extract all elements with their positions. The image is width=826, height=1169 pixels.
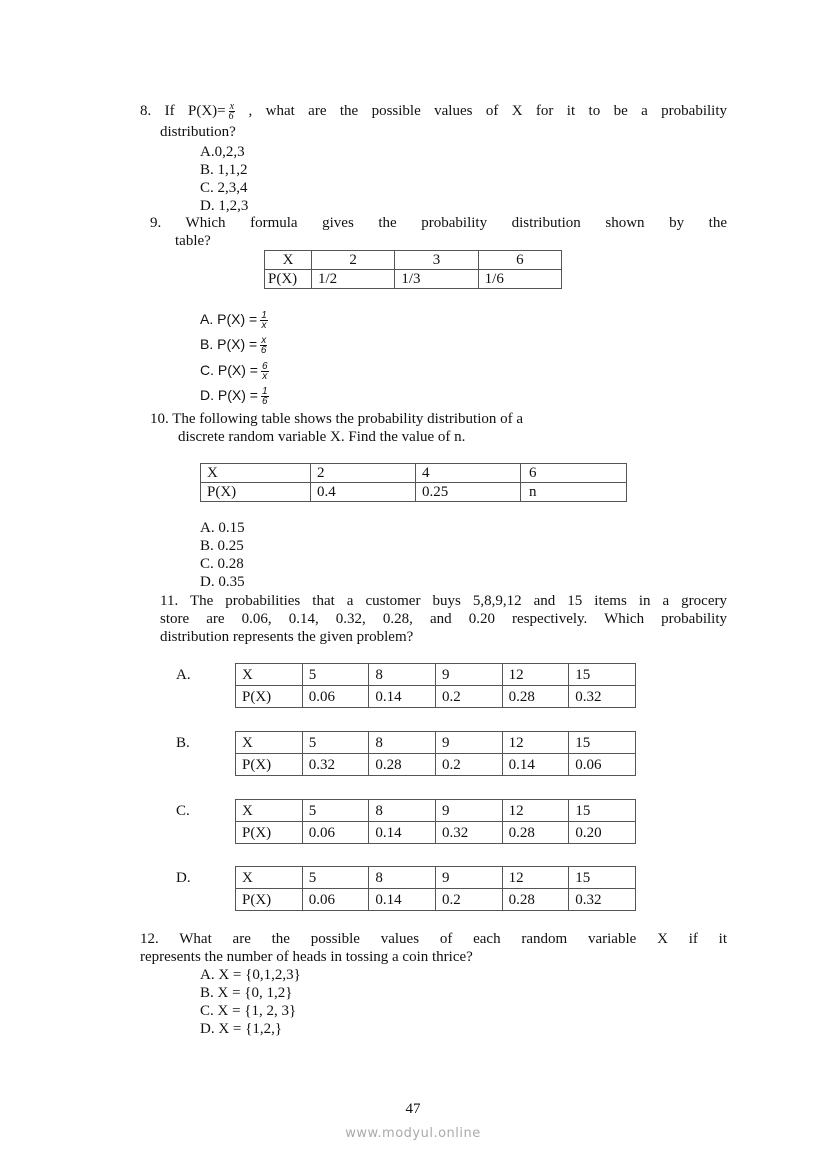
q11-choice-d-label: D. bbox=[176, 870, 191, 886]
q11-line3: distribution represents the given problem? bbox=[160, 629, 414, 645]
q10-line1: 10. The following table shows the probability distribution of a bbox=[150, 411, 524, 427]
table-cell: 15 bbox=[569, 732, 636, 754]
table-cell: 0.14 bbox=[369, 822, 436, 844]
table-cell: 3 bbox=[395, 251, 478, 270]
table-cell: 8 bbox=[369, 800, 436, 822]
table-row bbox=[236, 889, 636, 911]
q9-line2: table? bbox=[175, 233, 211, 249]
table-cell: 9 bbox=[436, 800, 503, 822]
table-cell: 0.4 bbox=[311, 483, 416, 502]
table-cell: 6 bbox=[478, 251, 561, 270]
table-cell: 0.06 bbox=[569, 754, 636, 776]
q8-line2: distribution? bbox=[160, 124, 236, 140]
table-cell: P(X) bbox=[236, 822, 303, 844]
option-label: C. P(X) = bbox=[200, 362, 258, 378]
q10-table bbox=[200, 463, 627, 502]
table-cell: 0.28 bbox=[502, 889, 569, 911]
q8-option-d: D. 1,2,3 bbox=[200, 198, 249, 214]
q8-option-c: C. 2,3,4 bbox=[200, 180, 248, 196]
option-label: B. P(X) = bbox=[200, 336, 258, 352]
table-cell: 1/3 bbox=[395, 270, 478, 289]
q12-line2: represents the number of heads in tossing a coin thrice? bbox=[140, 949, 473, 965]
q8-lead: 8. If P(X)= bbox=[140, 103, 226, 119]
table-row bbox=[236, 867, 636, 889]
q11-choice-b-table bbox=[235, 731, 636, 776]
q8-line1 bbox=[140, 102, 727, 121]
frac-den: x bbox=[262, 370, 268, 382]
q10-option-b: B. 0.25 bbox=[200, 538, 244, 554]
q10-option-c: C. 0.28 bbox=[200, 556, 244, 572]
q8-option-a: A.0,2,3 bbox=[200, 144, 245, 160]
frac-den: 6 bbox=[228, 111, 234, 123]
table-cell: 0.32 bbox=[569, 889, 636, 911]
frac-den: 6 bbox=[261, 395, 268, 407]
page-number: 47 bbox=[405, 1101, 421, 1117]
table-cell: 15 bbox=[569, 867, 636, 889]
option-fraction bbox=[260, 311, 268, 330]
q9-option-a bbox=[200, 310, 268, 330]
table-cell: 0.2 bbox=[436, 754, 503, 776]
table-cell: X bbox=[236, 867, 303, 889]
frac-num: x bbox=[229, 101, 235, 113]
q9-option-d bbox=[200, 386, 269, 406]
table-row bbox=[236, 822, 636, 844]
table-cell: 1/6 bbox=[478, 270, 561, 289]
table-cell: 5 bbox=[302, 732, 369, 754]
table-cell: 0.28 bbox=[369, 754, 436, 776]
table-cell: 0.2 bbox=[436, 889, 503, 911]
option-fraction bbox=[261, 362, 269, 381]
q11-choice-b-label: B. bbox=[176, 735, 190, 751]
table-cell: 0.32 bbox=[436, 822, 503, 844]
table-cell: 2 bbox=[312, 251, 395, 270]
q11-line1: 11. The probabilities that a customer buys 5,8,9,12 and 15 items in a grocery bbox=[160, 593, 727, 609]
table-cell: 5 bbox=[302, 867, 369, 889]
table-cell: 9 bbox=[436, 867, 503, 889]
table-cell: 1/2 bbox=[312, 270, 395, 289]
table-cell: 0.14 bbox=[369, 889, 436, 911]
q10-line2: discrete random variable X. Find the value of n. bbox=[178, 429, 466, 445]
q10-option-a: A. 0.15 bbox=[200, 520, 245, 536]
q12-line1: 12. What are the possible values of each random variable X if it bbox=[140, 931, 727, 947]
table-cell: 2 bbox=[311, 464, 416, 483]
table-cell: 6 bbox=[521, 464, 627, 483]
table-cell: 15 bbox=[569, 664, 636, 686]
option-fraction bbox=[261, 387, 269, 406]
q12-option-d: D. X = {1,2,} bbox=[200, 1021, 283, 1037]
table-cell: X bbox=[236, 800, 303, 822]
q11-choice-c-table bbox=[235, 799, 636, 844]
q9-line1: 9. Which formula gives the probability distribution shown by the bbox=[150, 215, 727, 231]
table-cell: 5 bbox=[302, 664, 369, 686]
table-cell: X bbox=[236, 664, 303, 686]
table-row bbox=[236, 664, 636, 686]
table-row bbox=[236, 686, 636, 708]
table-cell: 0.14 bbox=[502, 754, 569, 776]
table-cell: X bbox=[236, 732, 303, 754]
table-cell: 8 bbox=[369, 732, 436, 754]
table-cell: 0.32 bbox=[569, 686, 636, 708]
option-label: A. P(X) = bbox=[200, 311, 258, 327]
q11-choice-a-table bbox=[235, 663, 636, 708]
q11-choice-d-table bbox=[235, 866, 636, 911]
frac-num: 6 bbox=[261, 360, 268, 372]
table-cell: P(X) bbox=[236, 754, 303, 776]
frac-num: 1 bbox=[261, 309, 267, 321]
table-cell: 0.32 bbox=[302, 754, 369, 776]
table-cell: 0.20 bbox=[569, 822, 636, 844]
q12-option-b: B. X = {0, 1,2} bbox=[200, 985, 293, 1001]
q11-line2: store are 0.06, 0.14, 0.32, 0.28, and 0.20 respectively. Which probability bbox=[160, 611, 727, 627]
table-cell: 0.06 bbox=[302, 889, 369, 911]
q12-option-a: A. X = {0,1,2,3} bbox=[200, 967, 301, 983]
table-cell: 12 bbox=[502, 800, 569, 822]
table-row bbox=[201, 483, 627, 502]
frac-num: x bbox=[261, 334, 267, 346]
table-cell: 12 bbox=[502, 867, 569, 889]
table-cell: 12 bbox=[502, 664, 569, 686]
watermark: www.modyul.online bbox=[345, 1126, 481, 1141]
q9-option-b bbox=[200, 335, 267, 355]
table-cell: 0.14 bbox=[369, 686, 436, 708]
table-row bbox=[201, 464, 627, 483]
table-cell: X bbox=[201, 464, 311, 483]
q10-option-d: D. 0.35 bbox=[200, 574, 245, 590]
table-cell: 4 bbox=[416, 464, 521, 483]
table-cell: 12 bbox=[502, 732, 569, 754]
option-label: D. P(X) = bbox=[200, 387, 258, 403]
table-cell: 0.06 bbox=[302, 686, 369, 708]
table-cell: X bbox=[265, 251, 312, 270]
table-cell: 15 bbox=[569, 800, 636, 822]
table-cell: P(X) bbox=[236, 889, 303, 911]
option-fraction bbox=[260, 336, 267, 355]
q12-option-c: C. X = {1, 2, 3} bbox=[200, 1003, 297, 1019]
table-cell: 9 bbox=[436, 732, 503, 754]
table-row bbox=[236, 754, 636, 776]
frac-num: 1 bbox=[261, 385, 268, 397]
frac-den: x bbox=[261, 319, 267, 331]
frac-den: 6 bbox=[260, 344, 267, 356]
table-cell: 0.2 bbox=[436, 686, 503, 708]
q8-fraction bbox=[229, 102, 235, 121]
table-cell: n bbox=[521, 483, 627, 502]
table-row bbox=[265, 270, 562, 289]
table-cell: 0.06 bbox=[302, 822, 369, 844]
q8-option-b: B. 1,1,2 bbox=[200, 162, 248, 178]
q9-table bbox=[264, 250, 562, 289]
table-row bbox=[236, 800, 636, 822]
q9-option-c bbox=[200, 361, 269, 381]
table-cell: 9 bbox=[436, 664, 503, 686]
q11-choice-c-label: C. bbox=[176, 803, 190, 819]
table-cell: P(X) bbox=[236, 686, 303, 708]
table-cell: 5 bbox=[302, 800, 369, 822]
table-cell: P(X) bbox=[265, 270, 312, 289]
table-cell: 0.28 bbox=[502, 686, 569, 708]
q8-rest: , what are the possible values of X for it to be a probability bbox=[248, 103, 727, 119]
table-cell: 8 bbox=[369, 867, 436, 889]
table-cell: P(X) bbox=[201, 483, 311, 502]
table-row bbox=[236, 732, 636, 754]
table-row bbox=[265, 251, 562, 270]
table-cell: 0.25 bbox=[416, 483, 521, 502]
table-cell: 0.28 bbox=[502, 822, 569, 844]
table-cell: 8 bbox=[369, 664, 436, 686]
q11-choice-a-label: A. bbox=[176, 667, 191, 683]
